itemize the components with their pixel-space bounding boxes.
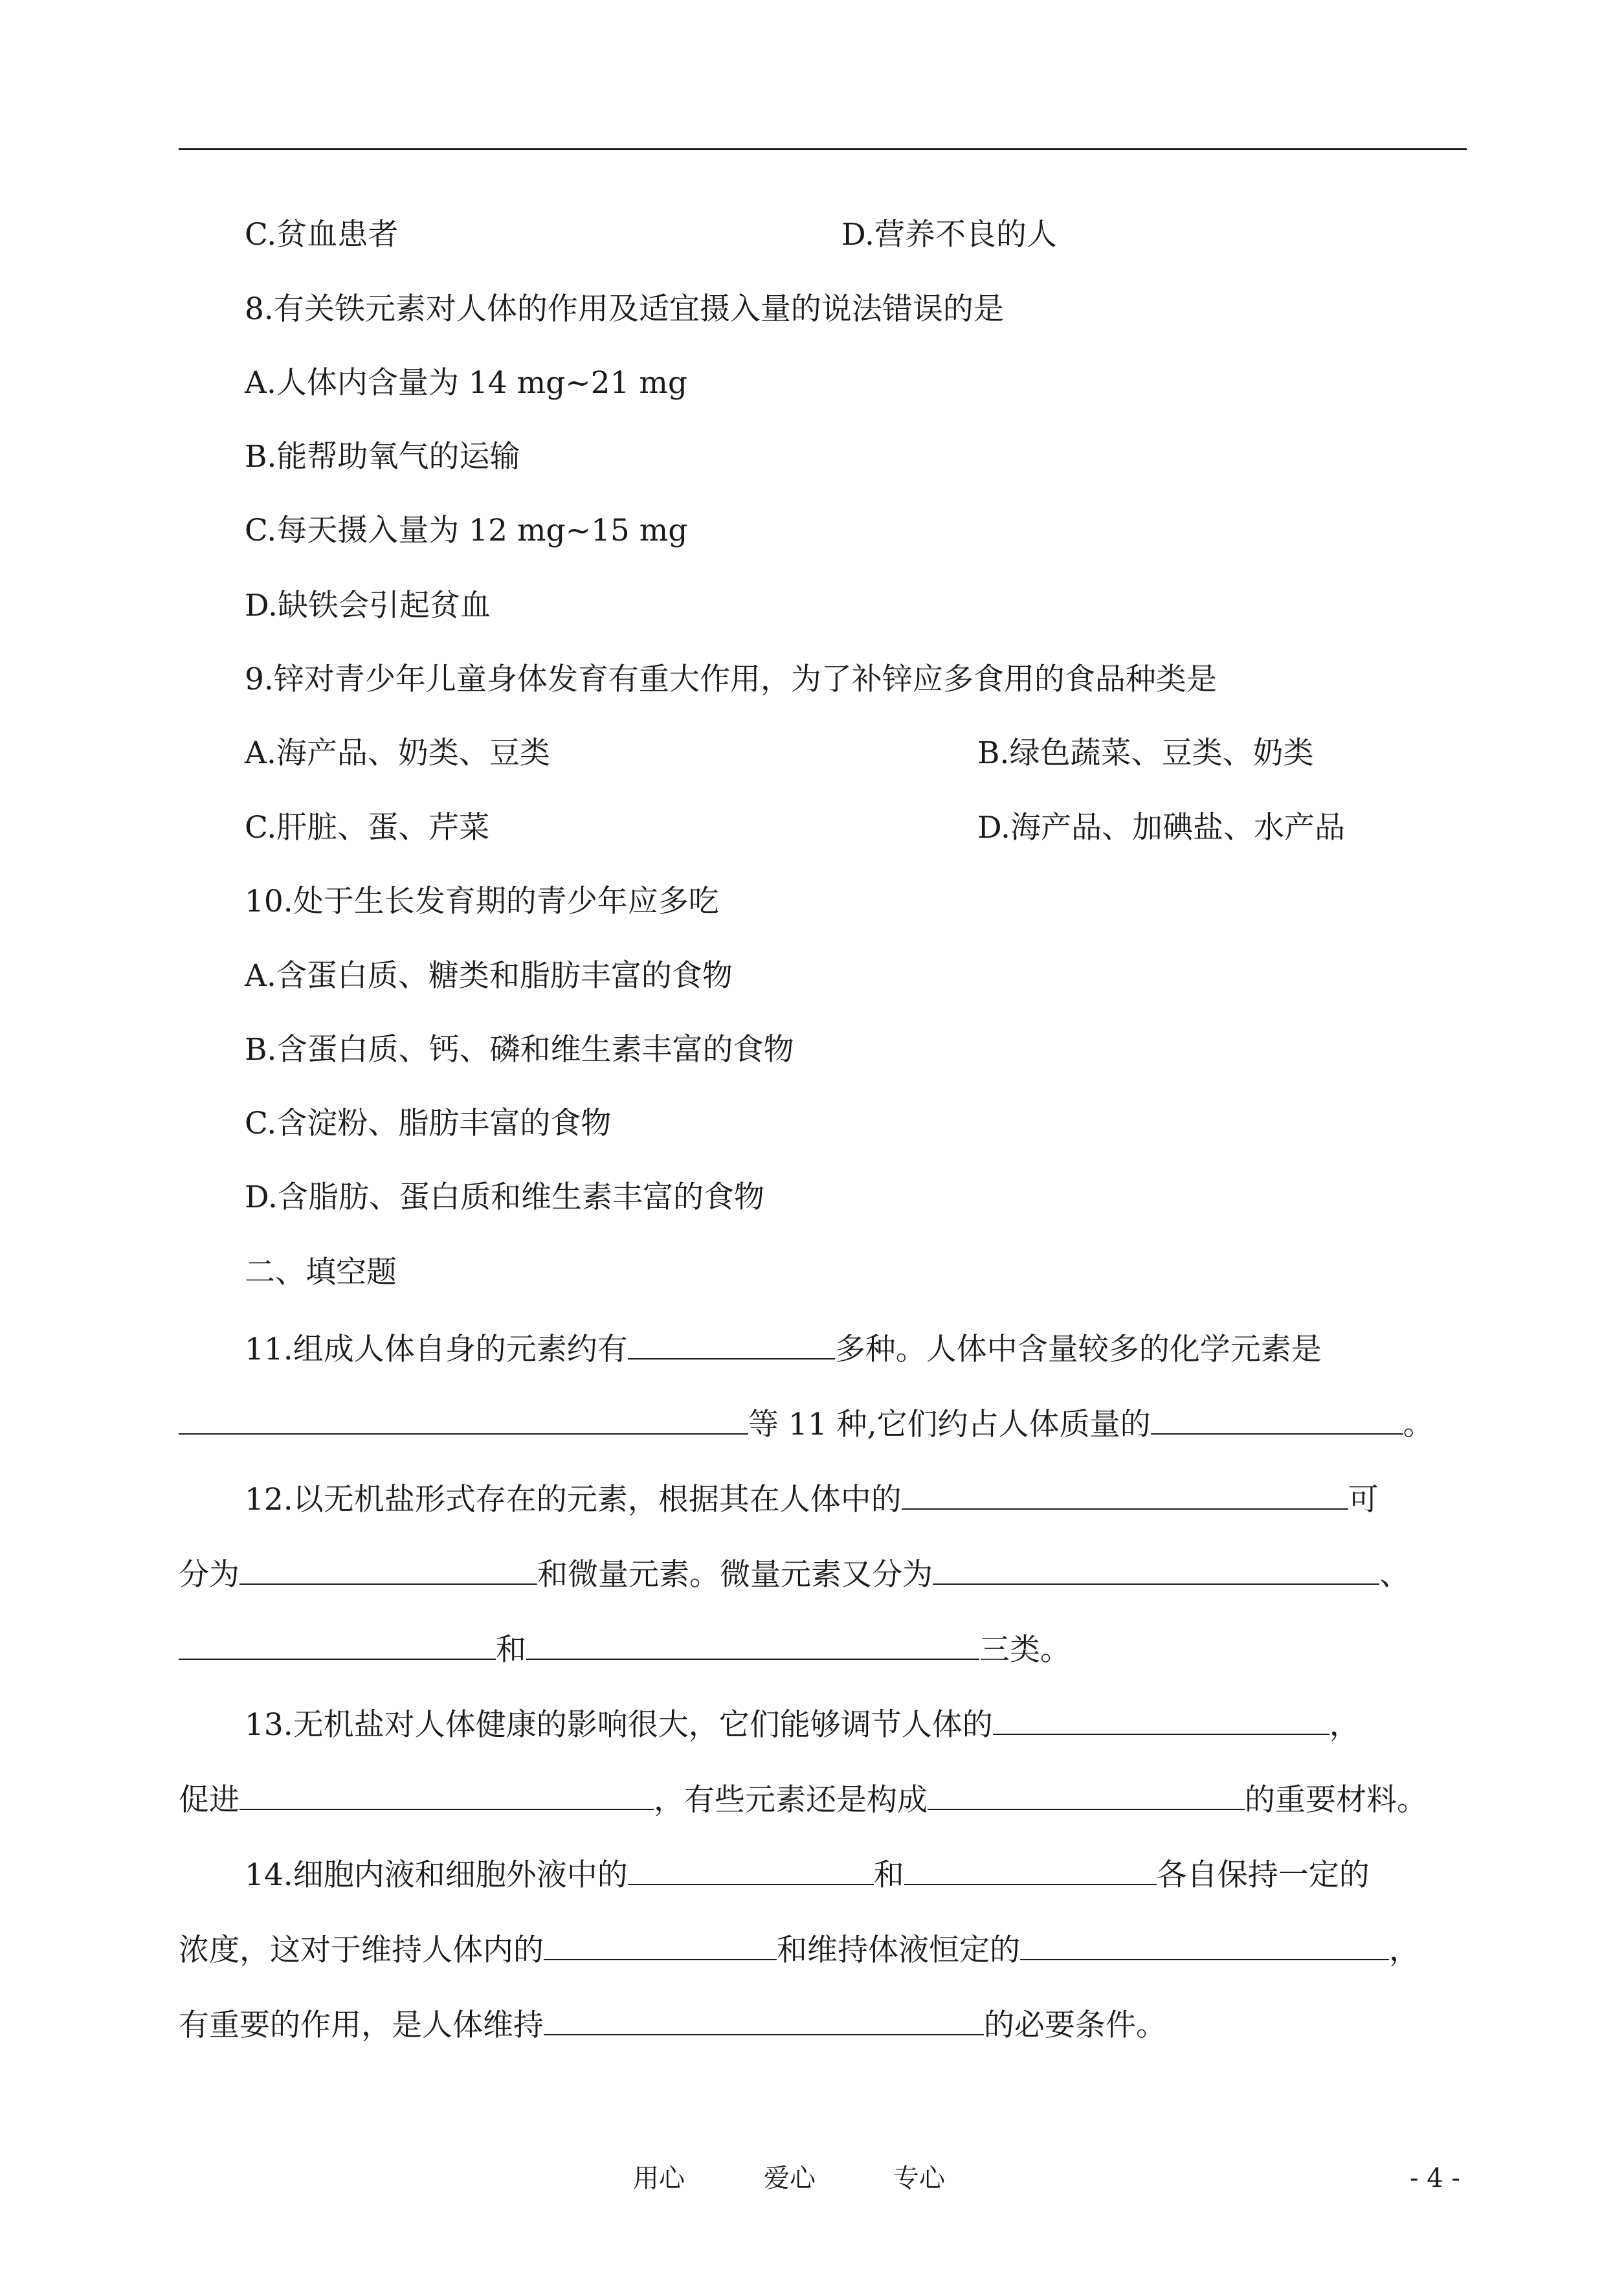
q13-text-5: 的重要材料。 — [1245, 1782, 1427, 1818]
q14-text-8: 的必要条件。 — [984, 2008, 1166, 2043]
q11-line-2 — [179, 1405, 1434, 1444]
q14-text-4: 浓度，这对于维持人体内的 — [179, 1932, 544, 1968]
section-heading-fill-in: 二、填空题 — [245, 1255, 397, 1290]
q11-blank-1[interactable] — [628, 1330, 835, 1359]
q7-option-c: C.贫血患者 — [245, 217, 399, 252]
q10-option-a: A.含蛋白质、糖类和脂肪丰富的食物 — [245, 958, 733, 994]
q11-text-4: 。 — [1403, 1407, 1434, 1442]
q14-blank-3[interactable] — [544, 1930, 777, 1960]
q12-line-1 — [245, 1480, 1379, 1519]
q8-option-b: B.能帮助氧气的运输 — [245, 439, 520, 475]
q7-option-d: D.营养不良的人 — [841, 217, 1057, 252]
q14-line-2 — [179, 1930, 1419, 1970]
q12-blank-5[interactable] — [526, 1630, 979, 1660]
q11-blank-3[interactable] — [1151, 1405, 1403, 1435]
q14-text-2: 和 — [873, 1857, 904, 1893]
q14-blank-1[interactable] — [628, 1855, 874, 1885]
q12-line-2 — [179, 1555, 1410, 1594]
q11-blank-2[interactable] — [179, 1405, 748, 1435]
q14-blank-4[interactable] — [1020, 1930, 1389, 1960]
q13-text-1: 13.无机盐对人体健康的影响很大，它们能够调节人体的 — [245, 1707, 993, 1743]
q8-option-d: D.缺铁会引起贫血 — [245, 588, 491, 623]
q10-option-c: C.含淀粉、脂肪丰富的食物 — [245, 1106, 612, 1141]
q12-text-6: 和 — [496, 1632, 526, 1668]
page-number: - 4 - — [1410, 2164, 1460, 2193]
q8-stem: 8.有关铁元素对人体的作用及适宜摄入量的说法错误的是 — [245, 291, 1004, 327]
q8-option-c: C.每天摄入量为 12 mg~15 mg — [245, 513, 688, 548]
q13-text-2: ， — [1329, 1707, 1360, 1743]
q12-text-1: 12.以无机盐形式存在的元素，根据其在人体中的 — [245, 1482, 902, 1517]
q14-text-7: 有重要的作用，是人体维持 — [179, 2008, 544, 2043]
q13-text-4: ，有些元素还是构成 — [654, 1782, 928, 1818]
q12-text-3: 分为 — [179, 1557, 239, 1593]
q13-blank-2[interactable] — [239, 1780, 654, 1810]
q12-text-2: 可 — [1348, 1482, 1379, 1517]
q9-option-b: B.绿色蔬菜、豆类、奶类 — [977, 735, 1314, 771]
q14-text-6: ， — [1389, 1932, 1419, 1968]
q11-line-1 — [245, 1330, 1322, 1369]
q14-text-3: 各自保持一定的 — [1156, 1857, 1370, 1893]
q13-blank-1[interactable] — [993, 1705, 1329, 1735]
q14-blank-5[interactable] — [544, 2006, 984, 2035]
q14-blank-2[interactable] — [904, 1855, 1157, 1885]
q11-text-3: 等 11 种,它们约占人体质量的 — [748, 1407, 1151, 1442]
q14-line-3 — [179, 2006, 1166, 2045]
footer-motto-2: 爱心 — [764, 2164, 816, 2193]
q10-stem: 10.处于生长发育期的青少年应多吃 — [245, 884, 719, 919]
q12-line-3 — [179, 1630, 1071, 1670]
q9-option-c: C.肝脏、蛋、芹菜 — [245, 810, 490, 845]
q10-option-d: D.含脂肪、蛋白质和维生素丰富的食物 — [245, 1180, 764, 1215]
q11-text-1: 11.组成人体自身的元素约有 — [245, 1332, 628, 1367]
q9-option-d: D.海产品、加碘盐、水产品 — [977, 810, 1345, 845]
q8-option-a: A.人体内含量为 14 mg~21 mg — [245, 365, 688, 401]
header-rule — [179, 148, 1467, 150]
q13-blank-3[interactable] — [928, 1780, 1245, 1810]
q9-stem: 9.锌对青少年儿童身体发育有重大作用，为了补锌应多食用的食品种类是 — [245, 662, 1217, 697]
q14-line-1 — [245, 1855, 1370, 1895]
q13-line-2 — [179, 1780, 1427, 1820]
footer-motto-1: 用心 — [633, 2164, 685, 2193]
q9-option-a: A.海产品、奶类、豆类 — [245, 735, 550, 771]
q14-text-5: 和维持体液恒定的 — [777, 1932, 1020, 1968]
footer-motto-3: 专心 — [893, 2164, 945, 2193]
q10-option-b: B.含蛋白质、钙、磷和维生素丰富的食物 — [245, 1032, 794, 1068]
q13-line-1 — [245, 1705, 1360, 1745]
q12-text-7: 三类。 — [979, 1632, 1071, 1668]
q13-text-3: 促进 — [179, 1782, 239, 1818]
q12-blank-1[interactable] — [902, 1480, 1348, 1510]
q12-blank-4[interactable] — [179, 1630, 496, 1660]
q12-text-5: 、 — [1379, 1557, 1410, 1593]
q14-text-1: 14.细胞内液和细胞外液中的 — [245, 1857, 628, 1893]
q11-text-2: 多种。人体中含量较多的化学元素是 — [834, 1332, 1322, 1367]
q12-blank-2[interactable] — [239, 1555, 537, 1585]
q12-blank-3[interactable] — [933, 1555, 1379, 1585]
q12-text-4: 和微量元素。微量元素又分为 — [537, 1557, 933, 1593]
